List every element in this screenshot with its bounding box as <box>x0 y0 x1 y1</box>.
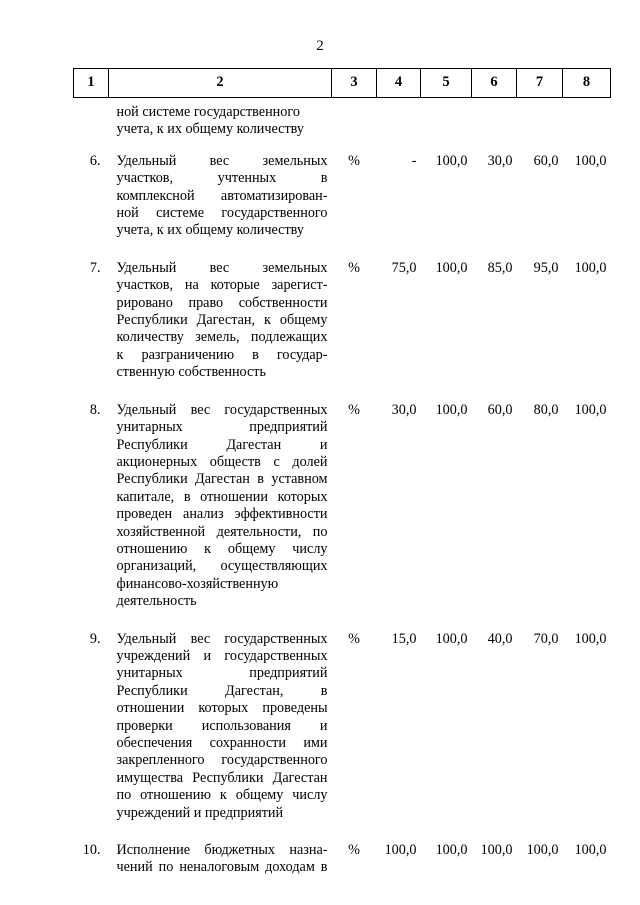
row-value-col-7: 60,0 <box>533 152 559 169</box>
table-body <box>74 98 611 897</box>
row-value-col-4: 15,0 <box>391 630 417 647</box>
description-line: проведен анализ эффективности <box>116 506 328 523</box>
description-line: унитарных предприятий <box>116 665 328 682</box>
row-description <box>109 260 332 402</box>
column-header-6: 6 <box>472 69 517 98</box>
description-line: участков, учтенных в <box>116 170 328 187</box>
description-line: закрепленного государственного <box>116 752 328 769</box>
row-number: 10. <box>82 842 101 859</box>
row-value-col-7: 100,0 <box>526 842 559 859</box>
header-row <box>74 69 611 98</box>
row-unit: % <box>348 630 360 647</box>
row-value-col-5: 100,0 <box>435 842 468 859</box>
row-value-col-5: 100,0 <box>435 152 468 169</box>
table-header <box>74 69 611 98</box>
row-value-col-6: 40,0 <box>487 630 513 647</box>
description-line: Республики Дагестан и <box>116 436 328 453</box>
description-line: по отношению к общему числу <box>116 787 328 804</box>
row-description <box>109 631 332 842</box>
description-line: деятельность <box>116 593 197 610</box>
row-unit: % <box>348 259 360 276</box>
row-value-col-6: 30,0 <box>487 152 513 169</box>
column-header-1: 1 <box>74 69 109 98</box>
description-line: рировано право собственности <box>116 294 328 311</box>
description-line: к разграничению в государ- <box>116 346 328 363</box>
description-line: учета, к их общему количеству <box>116 222 304 239</box>
row-value-col-7: 80,0 <box>533 401 559 418</box>
column-header-4: 4 <box>377 69 421 98</box>
row-value-col-6: 60,0 <box>487 401 513 418</box>
row-description <box>109 842 332 897</box>
description-line: количеству земель, подлежащих <box>116 329 328 346</box>
row-number: 9. <box>89 630 101 647</box>
row-value-col-8: 100,0 <box>574 152 607 169</box>
description-line: учета, к их общему количеству <box>116 121 304 138</box>
description-line: проверки использования и <box>116 717 328 734</box>
row-number: 8. <box>89 401 101 418</box>
column-header-3: 3 <box>332 69 377 98</box>
description-line: Удельный вес государственных <box>116 630 328 647</box>
row-value-col-5: 100,0 <box>435 259 468 276</box>
row-value-col-8: 100,0 <box>574 630 607 647</box>
row-unit: % <box>348 401 360 418</box>
description-line: участков, на которые зарегист- <box>116 277 328 294</box>
description-line: учреждений и государственных <box>116 647 328 664</box>
description-line: имущества Республики Дагестан <box>116 769 328 786</box>
description-line: хозяйственной деятельности, по <box>116 523 328 540</box>
description-line: ственную собственность <box>116 364 266 381</box>
row-number: 7. <box>89 259 101 276</box>
row-description <box>109 402 332 631</box>
description-line: отношению к общему числу <box>116 540 328 557</box>
description-line: отношении которых проведены <box>116 700 328 717</box>
column-header-8: 8 <box>563 69 611 98</box>
row-value-col-8: 100,0 <box>574 259 607 276</box>
description-line: чений по неналоговым доходам в <box>116 859 328 876</box>
row-value-col-6: 100,0 <box>480 842 513 859</box>
description-line: организаций, осуществляющих <box>116 558 328 575</box>
column-header-5: 5 <box>421 69 472 98</box>
row-description <box>109 98 332 153</box>
column-header-7: 7 <box>517 69 563 98</box>
row-value-col-6: 85,0 <box>487 259 513 276</box>
column-header-2: 2 <box>109 69 332 98</box>
description-line: Республики Дагестан, в <box>116 682 328 699</box>
description-line: капитале, в отношении которых <box>116 488 328 505</box>
description-line: Удельный вес государственных <box>116 401 328 418</box>
table-row <box>74 260 611 402</box>
description-line: финансово-хозяйственную <box>116 575 279 592</box>
row-value-col-8: 100,0 <box>574 842 607 859</box>
description-line: Республики Дагестан в уставном <box>116 471 328 488</box>
description-line: Республики Дагестан, к общему <box>116 312 328 329</box>
row-value-col-5: 100,0 <box>435 630 468 647</box>
description-line: Удельный вес земельных <box>116 152 328 169</box>
row-unit: % <box>348 152 360 169</box>
row-value-col-4: 100,0 <box>384 842 417 859</box>
row-value-col-4: - <box>411 152 417 169</box>
description-line: обеспечения сохранности ими <box>116 735 328 751</box>
row-value-col-4: 75,0 <box>391 259 417 276</box>
row-description <box>109 153 332 260</box>
indicators-table <box>73 68 611 897</box>
description-line: унитарных предприятий <box>116 419 328 436</box>
row-unit: % <box>348 842 360 859</box>
continuation-row <box>74 98 611 153</box>
description-line: ной системе государственного <box>116 104 300 120</box>
description-line: Исполнение бюджетных назна- <box>116 842 328 859</box>
row-value-col-7: 70,0 <box>533 630 559 647</box>
row-number: 6. <box>89 152 101 169</box>
row-value-col-4: 30,0 <box>391 401 417 418</box>
table-row <box>74 402 611 631</box>
page-number: 2 <box>316 38 324 54</box>
row-number <box>74 98 109 153</box>
table-row <box>74 842 611 897</box>
description-line: ной системе государственного <box>116 205 328 222</box>
row-value-col-8: 100,0 <box>574 401 607 418</box>
description-line: Удельный вес земельных <box>116 259 328 276</box>
description-line: комплексной автоматизирован- <box>116 187 328 204</box>
description-line: акционерных обществ с долей <box>116 453 328 470</box>
row-value-col-5: 100,0 <box>435 401 468 418</box>
description-line: учреждений и предприятий <box>116 804 284 821</box>
table-row <box>74 631 611 842</box>
row-value-col-7: 95,0 <box>533 259 559 276</box>
table-row <box>74 153 611 260</box>
